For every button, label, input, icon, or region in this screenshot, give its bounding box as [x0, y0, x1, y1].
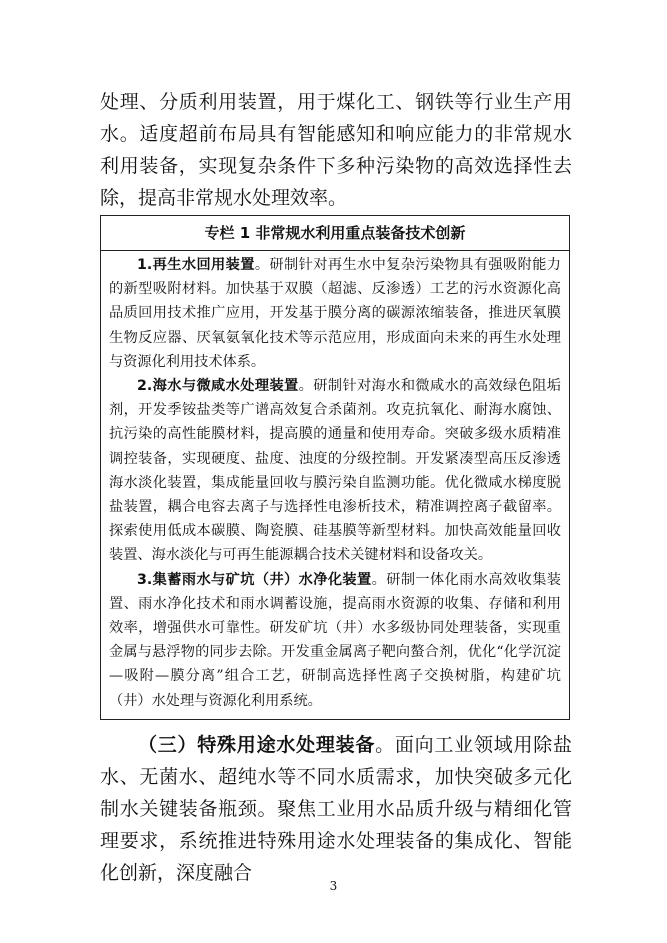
- intro-paragraph: 处理、分质利用装置，用于煤化工、钢铁等行业生产用水。适度超前布局具有智能感知和响应能力的非常规水利用装备，实现复杂条件下多种污染物的高效选择性去除，提高非常规水处理效率。: [100, 91, 572, 209]
- box-item-heading: 2.海水与微咸水处理装置: [137, 378, 299, 395]
- section-paragraph: [100, 729, 572, 889]
- box-item-heading: 1.再生水回用装置: [137, 257, 255, 273]
- box-item-text: 。研制针对海水和微咸水的高效绿色阻垢剂，开发季铵盐类等广谱高效复合杀菌剂。攻克抗氧化、耐海水腐蚀、抗污染的高性能膜材料，提高膜的通量和使用寿命。突破多级水质精准调控装备，实现硬度、盐度、浊度的分级控制。开发紧凑型高压反渗透海水淡化装置，集成能量回收与膜污染自监测功能。优化微咸水梯度脱盐装置，耦合电容去离子与选择性电渗析技术，精准调控离子截留率。探索使用低成本碳膜、陶瓷膜、硅基膜等新型材料。加快高效能量回收装置、海水淡化与可再生能源耦合技术关键材料和设备攻关。: [109, 378, 561, 564]
- box-item-rainwater-mine-water: [109, 568, 561, 713]
- section-heading: （三）特殊用途水处理装备: [138, 734, 376, 756]
- section-text: 。面向工业领域用除盐水、无菌水、超纯水等不同水质需求，加快突破多元化制水关键装备瓶颈。聚焦工业用水品质升级与精细化管理要求，系统推进特殊用途水处理装备的集成化、智能化创新，深度融合: [100, 734, 572, 884]
- feature-box: [100, 215, 570, 720]
- page-number: 3: [329, 879, 338, 893]
- feature-box-title: 专栏 1 非常规水利用重点装备技术创新: [101, 216, 569, 251]
- feature-box-body: [109, 253, 561, 713]
- box-item-text: 。研制一体化雨水高效收集装置、雨水净化技术和雨水调蓄设施，提高雨水资源的收集、存储和利用效率，增强供水可靠性。研发矿坑（井）水多级协同处理装备，实现重金属与悬浮物的同步去除。开发重金属离子靶向螯合剂，优化“化学沉淀—吸附—膜分离”组合工艺，研制高选择性离子交换树脂，构建矿坑（井）水处理与资源化利用系统。: [109, 571, 561, 709]
- box-item-text: 。研制针对再生水中复杂污染物具有强吸附能力的新型吸附材料。加快基于双膜（超滤、反渗透）工艺的污水资源化高品质回用技术推广应用，开发基于膜分离的碳源浓缩装备，推进厌氧膜生物反应器、厌氧氨氧化技术等示范应用，形成面向未来的再生水处理与资源化利用技术体系。: [109, 257, 561, 370]
- box-item-heading: 3.集蓄雨水与矿坑（井）水净化装置: [137, 571, 372, 588]
- box-item-seawater: [109, 374, 561, 568]
- box-item-reclaimed-water: [109, 253, 561, 374]
